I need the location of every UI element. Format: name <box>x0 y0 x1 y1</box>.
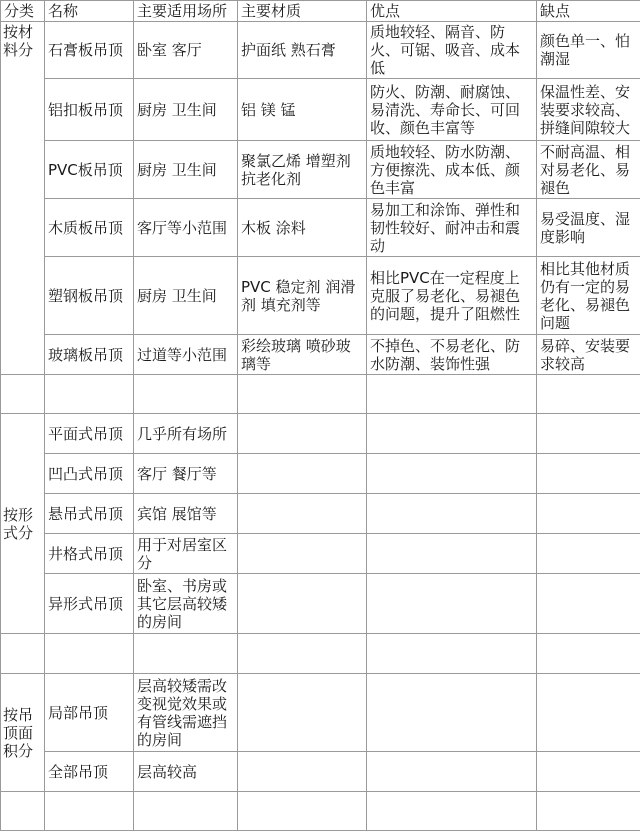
empty-cell <box>367 534 537 574</box>
item-cons: 保温性差、安装要求较高、拼缝间隙较大 <box>537 79 640 141</box>
item-pros: 质地较轻、隔音、防火、可锯、吸音、成本低 <box>367 22 537 79</box>
item-pros: 易加工和涂饰、弹性和韧性较好、耐冲击和震动 <box>367 199 537 257</box>
empty-cell <box>537 752 640 792</box>
item-place: 用于对居室区分 <box>134 534 238 574</box>
empty-cell <box>367 414 537 454</box>
separator-row <box>1 375 640 414</box>
header-category: 分类 <box>1 1 45 22</box>
header-place: 主要适用场所 <box>134 1 238 22</box>
item-pros: 不掉色、不易老化、防水防潮、装饰性强 <box>367 335 537 375</box>
item-place: 客厅 餐厅等 <box>134 454 238 494</box>
item-name: 局部吊顶 <box>45 674 134 752</box>
item-material: PVC 稳定剂 润滑剂 填充剂等 <box>238 257 367 335</box>
empty-cell <box>537 494 640 534</box>
empty-cell <box>367 752 537 792</box>
item-place: 厨房 卫生间 <box>134 141 238 199</box>
item-cons: 易碎、安装要求较高 <box>537 335 640 375</box>
item-name: 塑钢板吊顶 <box>45 257 134 335</box>
item-cons: 不耐高温、相对易老化、易褪色 <box>537 141 640 199</box>
empty-cell <box>238 634 367 674</box>
item-material: 彩绘玻璃 喷砂玻璃等 <box>238 335 367 375</box>
empty-cell <box>537 674 640 752</box>
separator-row <box>1 634 640 674</box>
item-name: 凹凸式吊顶 <box>45 454 134 494</box>
table-row <box>1 674 640 752</box>
item-cons: 相比其他材质仍有一定的易老化、易褪色问题 <box>537 257 640 335</box>
empty-cell <box>238 792 367 831</box>
empty-cell <box>367 574 537 634</box>
table-row <box>1 454 640 494</box>
table-row <box>1 22 640 79</box>
item-place: 过道等小范围 <box>134 335 238 375</box>
group-label-form: 按形式分 <box>1 414 45 634</box>
empty-cell <box>367 674 537 752</box>
item-place: 层高较矮需改变视觉效果或有管线需遮挡的房间 <box>134 674 238 752</box>
empty-cell <box>134 375 238 414</box>
empty-cell <box>537 454 640 494</box>
item-material: 铝 镁 锰 <box>238 79 367 141</box>
empty-cell <box>537 792 640 831</box>
empty-cell <box>367 375 537 414</box>
item-name: 全部吊顶 <box>45 752 134 792</box>
empty-cell <box>45 375 134 414</box>
item-place: 客厅等小范围 <box>134 199 238 257</box>
empty-cell <box>238 574 367 634</box>
item-pros: 相比PVC在一定程度上克服了易老化、易褪色的问题，提升了阻燃性 <box>367 257 537 335</box>
empty-cell <box>238 454 367 494</box>
item-place: 层高较高 <box>134 752 238 792</box>
empty-cell <box>537 414 640 454</box>
table-row <box>1 141 640 199</box>
empty-cell <box>134 634 238 674</box>
header-row <box>1 1 640 22</box>
table-row <box>1 335 640 375</box>
empty-cell <box>1 634 45 674</box>
separator-row <box>1 792 640 831</box>
table-row <box>1 79 640 141</box>
item-material: 木板 涂料 <box>238 199 367 257</box>
table-row <box>1 494 640 534</box>
empty-cell <box>1 375 45 414</box>
item-material: 聚氯乙烯 增塑剂 抗老化剂 <box>238 141 367 199</box>
empty-cell <box>238 534 367 574</box>
empty-cell <box>367 792 537 831</box>
item-name: PVC板吊顶 <box>45 141 134 199</box>
item-place: 卧室 客厅 <box>134 22 238 79</box>
table-row <box>1 199 640 257</box>
item-place: 宾馆 展馆等 <box>134 494 238 534</box>
item-pros: 质地较轻、防水防潮、方便擦洗、成本低、颜色丰富 <box>367 141 537 199</box>
item-name: 木质板吊顶 <box>45 199 134 257</box>
empty-cell <box>238 375 367 414</box>
empty-cell <box>45 792 134 831</box>
item-cons: 颜色单一、怕潮湿 <box>537 22 640 79</box>
item-name: 石膏板吊顶 <box>45 22 134 79</box>
header-name: 名称 <box>45 1 134 22</box>
empty-cell <box>537 534 640 574</box>
empty-cell <box>367 454 537 494</box>
item-cons: 易受温度、湿度影响 <box>537 199 640 257</box>
empty-cell <box>45 634 134 674</box>
empty-cell <box>238 752 367 792</box>
item-name: 悬吊式吊顶 <box>45 494 134 534</box>
empty-cell <box>367 634 537 674</box>
item-pros: 防火、防潮、耐腐蚀、易清洗、寿命长、可回收、颜色丰富等 <box>367 79 537 141</box>
group-label-material: 按材料分 <box>1 22 45 375</box>
empty-cell <box>238 414 367 454</box>
table-row <box>1 752 640 792</box>
item-name: 铝扣板吊顶 <box>45 79 134 141</box>
item-place: 厨房 卫生间 <box>134 257 238 335</box>
table-row <box>1 534 640 574</box>
item-place: 卧室、书房或其它层高较矮的房间 <box>134 574 238 634</box>
table-row <box>1 574 640 634</box>
item-name: 平面式吊顶 <box>45 414 134 454</box>
empty-cell <box>1 792 45 831</box>
item-place: 几乎所有场所 <box>134 414 238 454</box>
empty-cell <box>238 494 367 534</box>
item-place: 厨房 卫生间 <box>134 79 238 141</box>
empty-cell <box>367 494 537 534</box>
table-row <box>1 414 640 454</box>
empty-cell <box>537 634 640 674</box>
empty-cell <box>537 574 640 634</box>
item-name: 异形式吊顶 <box>45 574 134 634</box>
table-row <box>1 257 640 335</box>
empty-cell <box>134 792 238 831</box>
group-label-area: 按吊顶面积分 <box>1 674 45 792</box>
header-cons: 缺点 <box>537 1 640 22</box>
empty-cell <box>537 375 640 414</box>
item-material: 护面纸 熟石膏 <box>238 22 367 79</box>
item-name: 井格式吊顶 <box>45 534 134 574</box>
empty-cell <box>238 674 367 752</box>
header-pros: 优点 <box>367 1 537 22</box>
item-name: 玻璃板吊顶 <box>45 335 134 375</box>
header-material: 主要材质 <box>238 1 367 22</box>
